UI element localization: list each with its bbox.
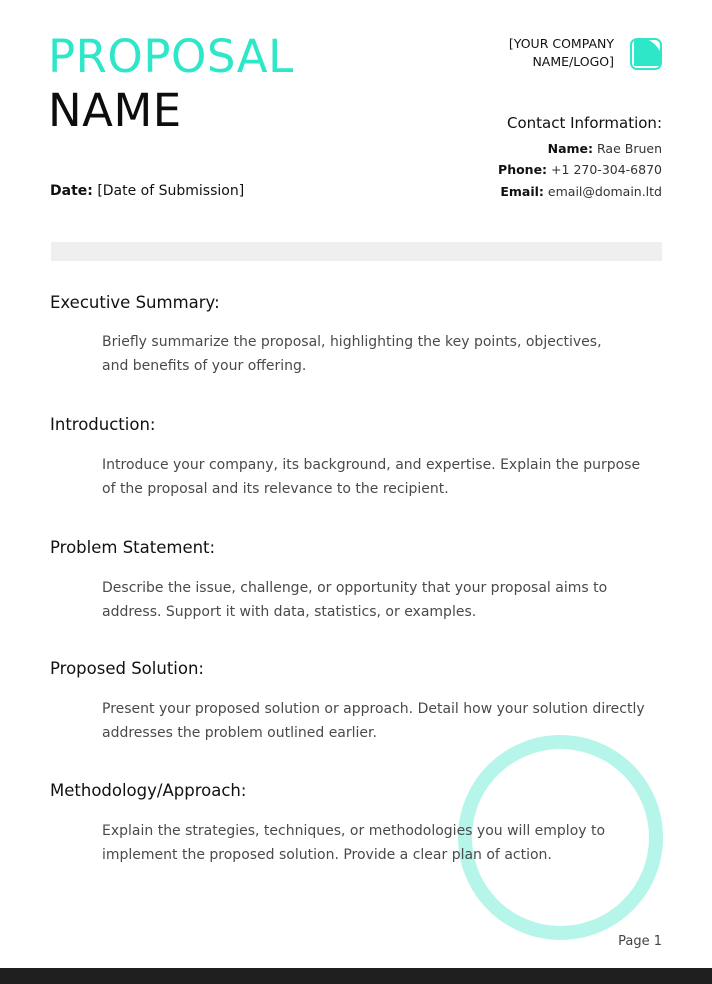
contact-heading: Contact Information: — [506, 114, 662, 132]
section-heading-methodology: Methodology/Approach: — [50, 781, 247, 800]
section-heading-proposed-solution: Proposed Solution: — [50, 659, 204, 678]
section-body-line: and benefits of your offering. — [102, 357, 307, 374]
contact-name — [548, 141, 662, 157]
section-body-methodology — [102, 820, 662, 867]
contact-phone-value: +1 270-304-6870 — [551, 162, 662, 177]
section-heading-problem-statement: Problem Statement: — [50, 538, 216, 557]
bottom-bar — [0, 968, 712, 984]
section-body-line: address. Support it with data, statistics, or examples. — [102, 603, 477, 620]
proposal-title-line2: NAME — [48, 84, 182, 137]
contact-phone-label: Phone: — [498, 162, 548, 177]
date-label: Date: — [50, 183, 93, 199]
contact-email-label: Email: — [500, 184, 544, 199]
section-body-line: addresses the problem outlined earlier. — [102, 724, 377, 741]
company-name-placeholder — [509, 35, 614, 71]
company-logo-icon — [630, 38, 662, 70]
contact-name-value: Rae Bruen — [597, 141, 662, 156]
section-body-line: of the proposal and its relevance to the recipient. — [102, 480, 449, 497]
section-body-line: Introduce your company, its background, and expertise. Explain the purpose — [102, 457, 641, 473]
submission-date — [50, 182, 244, 200]
section-body-line: Describe the issue, challenge, or opportunity that your proposal aims to — [102, 580, 608, 596]
section-body-introduction — [102, 454, 662, 501]
section-body-executive-summary — [102, 331, 662, 378]
section-body-line: Explain the strategies, techniques, or methodologies you will employ to — [102, 823, 606, 839]
contact-name-label: Name: — [547, 141, 594, 156]
contact-email-value: email@domain.ltd — [547, 184, 662, 199]
contact-email — [500, 184, 662, 200]
section-heading-executive-summary: Executive Summary: — [50, 293, 220, 312]
company-line1: [YOUR COMPANY — [508, 36, 614, 51]
section-body-problem-statement — [102, 577, 662, 624]
date-value: [Date of Submission] — [97, 183, 245, 199]
section-body-line: Present your proposed solution or approach. Detail how your solution directly — [102, 701, 645, 717]
header-divider-bar — [51, 242, 662, 261]
section-body-proposed-solution — [102, 698, 662, 745]
company-line2: NAME/LOGO] — [532, 54, 614, 69]
section-heading-introduction: Introduction: — [50, 415, 156, 434]
section-body-line: implement the proposed solution. Provide a clear plan of action. — [102, 846, 552, 863]
proposal-title-line1: PROPOSAL — [48, 30, 294, 83]
page-number: Page 1 — [618, 934, 662, 949]
section-body-line: Briefly summarize the proposal, highlighting the key points, objectives, — [102, 334, 602, 350]
contact-phone — [498, 162, 662, 178]
